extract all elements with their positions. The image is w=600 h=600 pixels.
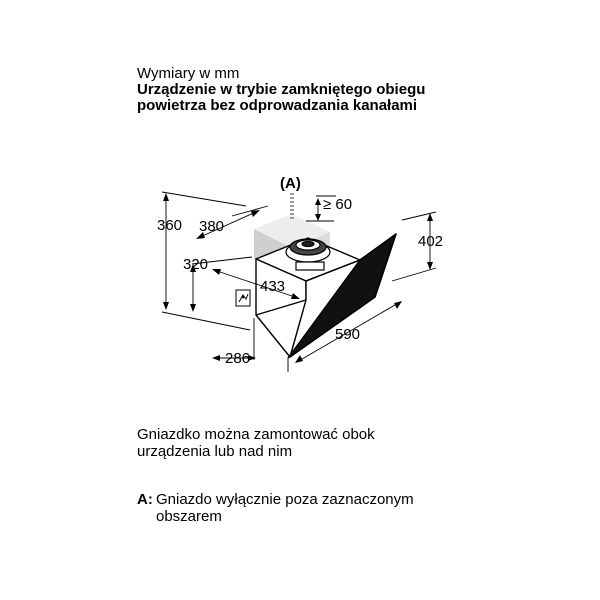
socket-icon bbox=[236, 290, 250, 306]
socket-note-line-2: urządzenia lub nad nim bbox=[137, 443, 293, 460]
dim-320: 320 bbox=[183, 256, 209, 273]
title-line-1: Urządzenie w trybie zamkniętego obiegu bbox=[137, 81, 426, 98]
a-note-line-1: Gniazdo wyłącznie poza zaznaczonym bbox=[156, 491, 414, 508]
socket-note-line-1: Gniazdko można zamontować obok bbox=[137, 426, 375, 443]
dim-286: 286 bbox=[225, 350, 251, 367]
dim-380: 380 bbox=[199, 218, 225, 235]
dim-402: 402 bbox=[418, 233, 444, 250]
dim-360: 360 bbox=[157, 217, 183, 234]
dim-clearance: ≥ 60 bbox=[323, 196, 353, 213]
units-label: Wymiary w mm bbox=[137, 65, 240, 82]
title-line-2: powietrza bez odprowadzania kanałami bbox=[137, 97, 418, 114]
a-note-key: A: bbox=[137, 491, 153, 508]
dim-590: 590 bbox=[335, 326, 361, 343]
a-note-line-2: obszarem bbox=[156, 508, 222, 525]
marker-label: (A) bbox=[280, 175, 301, 192]
dim-433: 433 bbox=[260, 278, 286, 295]
